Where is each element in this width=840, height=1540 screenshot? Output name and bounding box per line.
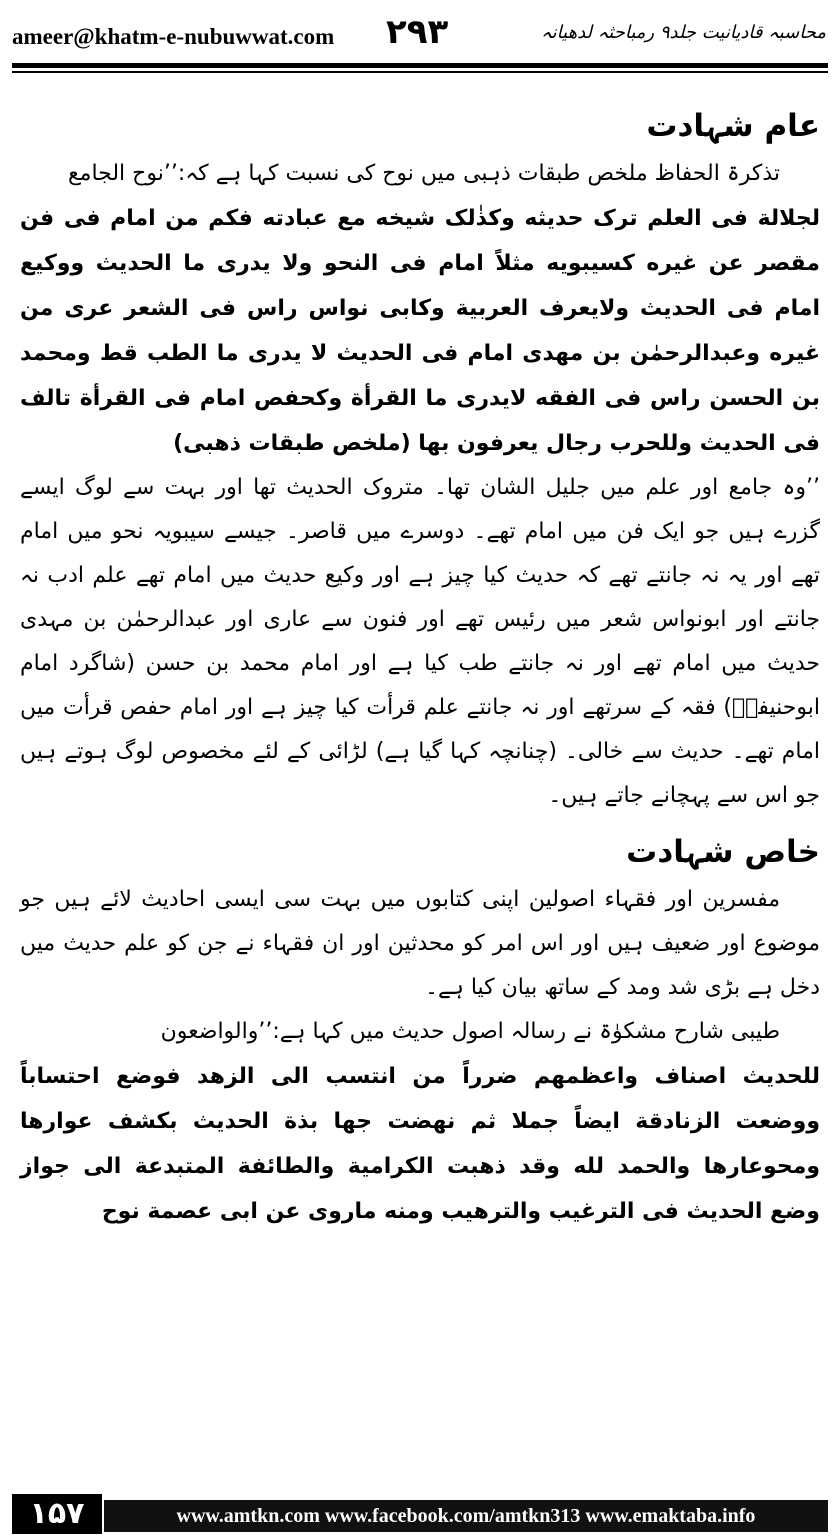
header-rule-thin <box>12 71 828 73</box>
page-header <box>0 0 840 62</box>
header-page-number: ۲۹۳ <box>386 12 449 52</box>
page-body <box>20 100 820 1234</box>
section-heading-general-testimony: عام شہادت <box>646 108 820 144</box>
urdu-paragraph: طیبی شارح مشکوٰۃ نے رسالہ اصول حدیث میں کہا ہے:’’والواضعون <box>160 1019 780 1044</box>
urdu-translation: ’’وہ جامع اور علم میں جلیل الشان تھا۔ متروک الحدیث تھا اور بہت سے لوگ ایسے گزرے ہیں جو ایک فن میں امام تھے۔ دوسرے میں قاصر۔ جیسے سیبویہ نحو میں امام تھے اور یہ نہ جانتے تھے کہ حدیث کیا چیز ہے اور وکیع حدیث میں امام تھے علم ادب نہ جانتے اور ابونواس شعر میں رئیس تھے اور فنون سے عاری اور عبدالرحمٰن بن مہدی حدیث میں امام تھے اور نہ جانتے طب کیا ہے اور امام محمد بن حسن (شاگرد امام ابوحنیفہؒ) فقہ کے سرتھے اور نہ جانتے علم قرأت کیا چیز ہے اور امام حفص قرأت میں امام تھے۔ حدیث سے خالی۔ (چنانچہ کہا گیا ہے) لڑائی کے لئے مخصوص لوگ ہوتے ہیں جو اس سے پہچانے جاتے ہیں۔ <box>20 475 820 808</box>
page-footer <box>0 1488 840 1540</box>
header-book-title: محاسبہ قادیانیت جلد۹ رمباحثہ لدھیانہ <box>541 22 826 43</box>
arabic-quote: للحدیث اصناف واعظمهم ضرراً من انتسب الی الزهد فوضع احتساباً ووضعت الزنادقة ایضاً جملا ثم نهضت جها بذة الحدیث بکشف عوارها ومحوعارها والحمد لله وقد ذهبت الکرامیة والطائفة المتبدعة الی جواز وضع الحدیث فی الترغیب والترهیب ومنه ماروی عن ابی عصمة نوح <box>20 1064 820 1224</box>
header-email: ameer@khatm-e-nubuwwat.com <box>12 24 335 49</box>
section-heading-specific-testimony: خاص شہادت <box>626 834 820 870</box>
arabic-quote: لجلالة فی العلم ترک حدیثه وکذٰلک شیخه مع عبادته فکم من امام فی فن مقصر عن غیره کسیبویه مثلاً امام فی النحو ولا یدری ما الحدیث ووکیع امام فی الحدیث ولایعرف العربیة وکابی نواس راس فی الشعر عری من غیره وعبدالرحمٰن بن مهدی امام فی الحدیث لا یدری ما الطب قط ومحمد بن الحسن راس فی الفقه لایدری ما القرأة وکحفص امام فی القرأة تالف فی الحدیث وللحرب رجال یعرفون بها (ملخص طبقات ذهبی) <box>20 206 820 456</box>
footer-page-number: ۱۵۷ <box>12 1494 102 1534</box>
footer-links[interactable]: www.amtkn.com www.facebook.com/amtkn313 www.emaktaba.info <box>104 1500 828 1532</box>
urdu-paragraph: تذکرۃ الحفاظ ملخص طبقات ذہبی میں نوح کی نسبت کہا ہے کہ:’’نوح الجامع <box>67 161 780 186</box>
header-rule-thick <box>12 63 828 68</box>
urdu-paragraph: مفسرین اور فقہاء اصولین اپنی کتابوں میں بہت سی ایسی احادیث لائے ہیں جو موضوع اور ضعیف ہیں اور اس امر کو محدثین اور ان فقہاء نے جن کو علم حدیث میں دخل ہے بڑی شد ومد کے ساتھ بیان کیا ہے۔ <box>20 887 820 1000</box>
